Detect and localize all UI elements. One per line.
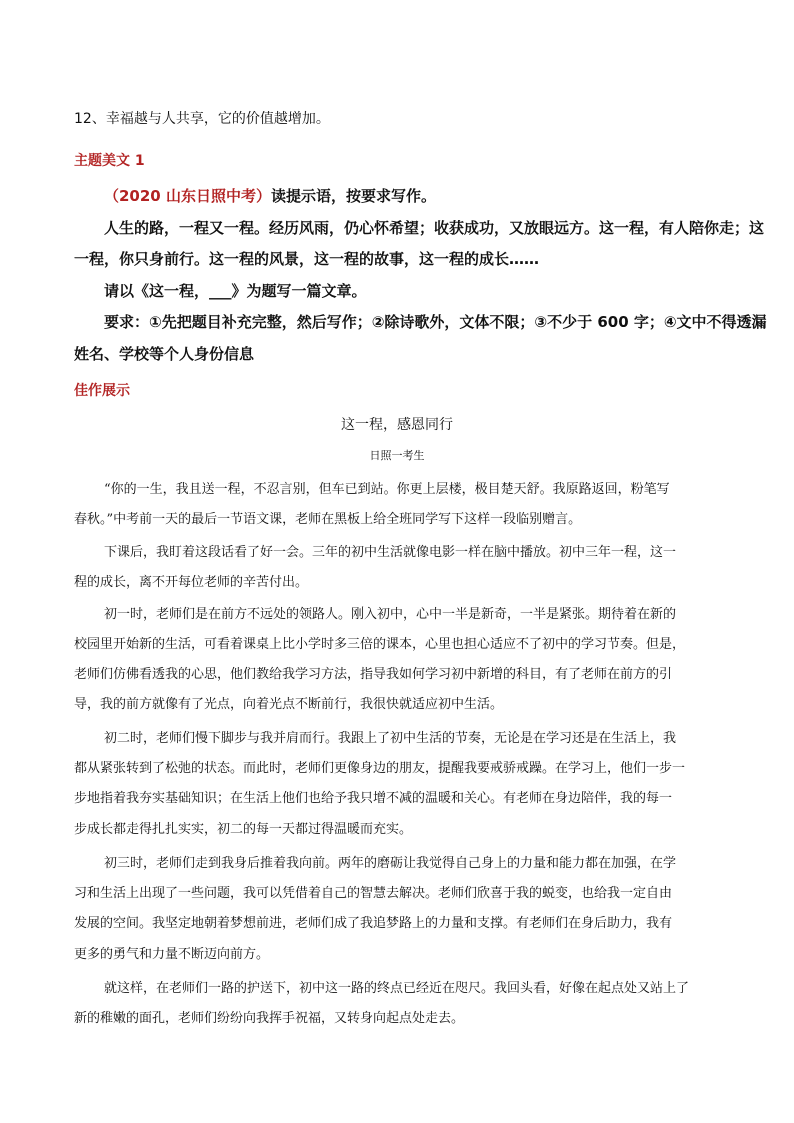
prompt-text-line: 一程，你只身前行。这一程的风景，这一程的故事，这一程的成长……	[74, 250, 540, 268]
essay-line: 初三时，老师们走到我身后推着我向前。两年的磨砺让我觉得自己身上的力量和能力都在加强，在学	[104, 856, 677, 871]
essay-line: 校园里开始新的生活，可看着课桌上比小学时多三倍的课本，心里也担心适应不了初中的学习节奏。但是，	[74, 637, 686, 652]
essay-line: 步成长都走得扎扎实实，初二的每一天都过得温暖而充实。	[74, 822, 413, 837]
prompt-requirements-line: 姓名、学校等个人身份信息	[74, 345, 255, 363]
prompt-intro-line	[104, 185, 794, 206]
essay-line: 初二时，老师们慢下脚步与我并肩而行。我跟上了初中生活的节奏，无论是在学习还是在生活上，我	[104, 731, 677, 746]
essay-line: 都从紧张转到了松弛的状态。而此时，老师们更像身边的朋友，提醒我要戒骄戒躁。在学习上，他们一步一	[74, 761, 686, 776]
prompt-task: 请以《这一程，___》为题写一篇文章。	[104, 282, 367, 300]
essay-line: 下课后，我盯着这段话看了好一会。三年的初中生活就像电影一样在脑中播放。初中三年一程，这一	[104, 545, 677, 560]
prompt-requirements-line: 要求：①先把题目补充完整，然后写作；②除诗歌外，文体不限；③不少于 600 字；④文中不得透漏	[104, 313, 767, 331]
prompt-source: （2020 山东日照中考）	[104, 187, 271, 205]
essay-line: 导，我的前方就像有了光点，向着光点不断前行，我很快就适应初中生活。	[74, 697, 504, 712]
essay-line: 老师们仿佛看透我的心思，他们教给我学习方法，指导我如何学习初中新增的科目，有了老师在前方的引	[74, 667, 673, 682]
essay-line: 发展的空间。我坚定地朝着梦想前进，老师们成了我追梦路上的力量和支撑。有老师们在身后助力，我有	[74, 916, 673, 931]
essay-line: 更多的勇气和力量不断迈向前方。	[74, 947, 270, 962]
essay-line: 就这样，在老师们一路的护送下，初中这一路的终点已经近在咫尺。我回头看，好像在起点处又站上了	[104, 981, 690, 996]
essay-author: 日照一考生	[369, 449, 425, 462]
essay-line: 初一时，老师们是在前方不远处的领路人。刚入初中，心中一半是新奇，一半是紧张。期待着在新的	[104, 607, 677, 622]
essay-line: 程的成长，离不开每位老师的辛苦付出。	[74, 575, 309, 590]
intro-line: 12、幸福越与人共享，它的价值越增加。	[74, 111, 330, 127]
essay-line: 步地指着我夯实基础知识；在生活上他们也给予我只增不减的温暖和关心。有老师在身边陪伴，我的每一	[74, 791, 673, 806]
essay-line: 春秋。”中考前一天的最后一节语文课，老师在黑板上给全班同学写下这样一段临别赠言。	[74, 512, 582, 527]
essay-title: 这一程，感恩同行	[341, 417, 453, 433]
section-heading-theme-essay: 主题美文 1	[74, 153, 145, 169]
section-heading-showcase: 佳作展示	[74, 383, 130, 399]
essay-line: 习和生活上出现了一些问题，我可以凭借着自己的智慧去解决。老师们欣喜于我的蜕变，也给我一定自由	[74, 886, 673, 901]
prompt-instruction: 读提示语，按要求写作。	[270, 187, 436, 205]
prompt-text-line: 人生的路，一程又一程。经历风雨，仍心怀希望；收获成功，又放眼远方。这一程，有人陪你走；这	[104, 219, 765, 237]
essay-line: “你的一生，我且送一程，不忍言别，但车已到站。你更上层楼，极目楚天舒。我原路返回，粉笔写	[104, 482, 670, 497]
essay-line: 新的稚嫩的面孔，老师们纷纷向我挥手祝福，又转身向起点处走去。	[74, 1011, 465, 1026]
